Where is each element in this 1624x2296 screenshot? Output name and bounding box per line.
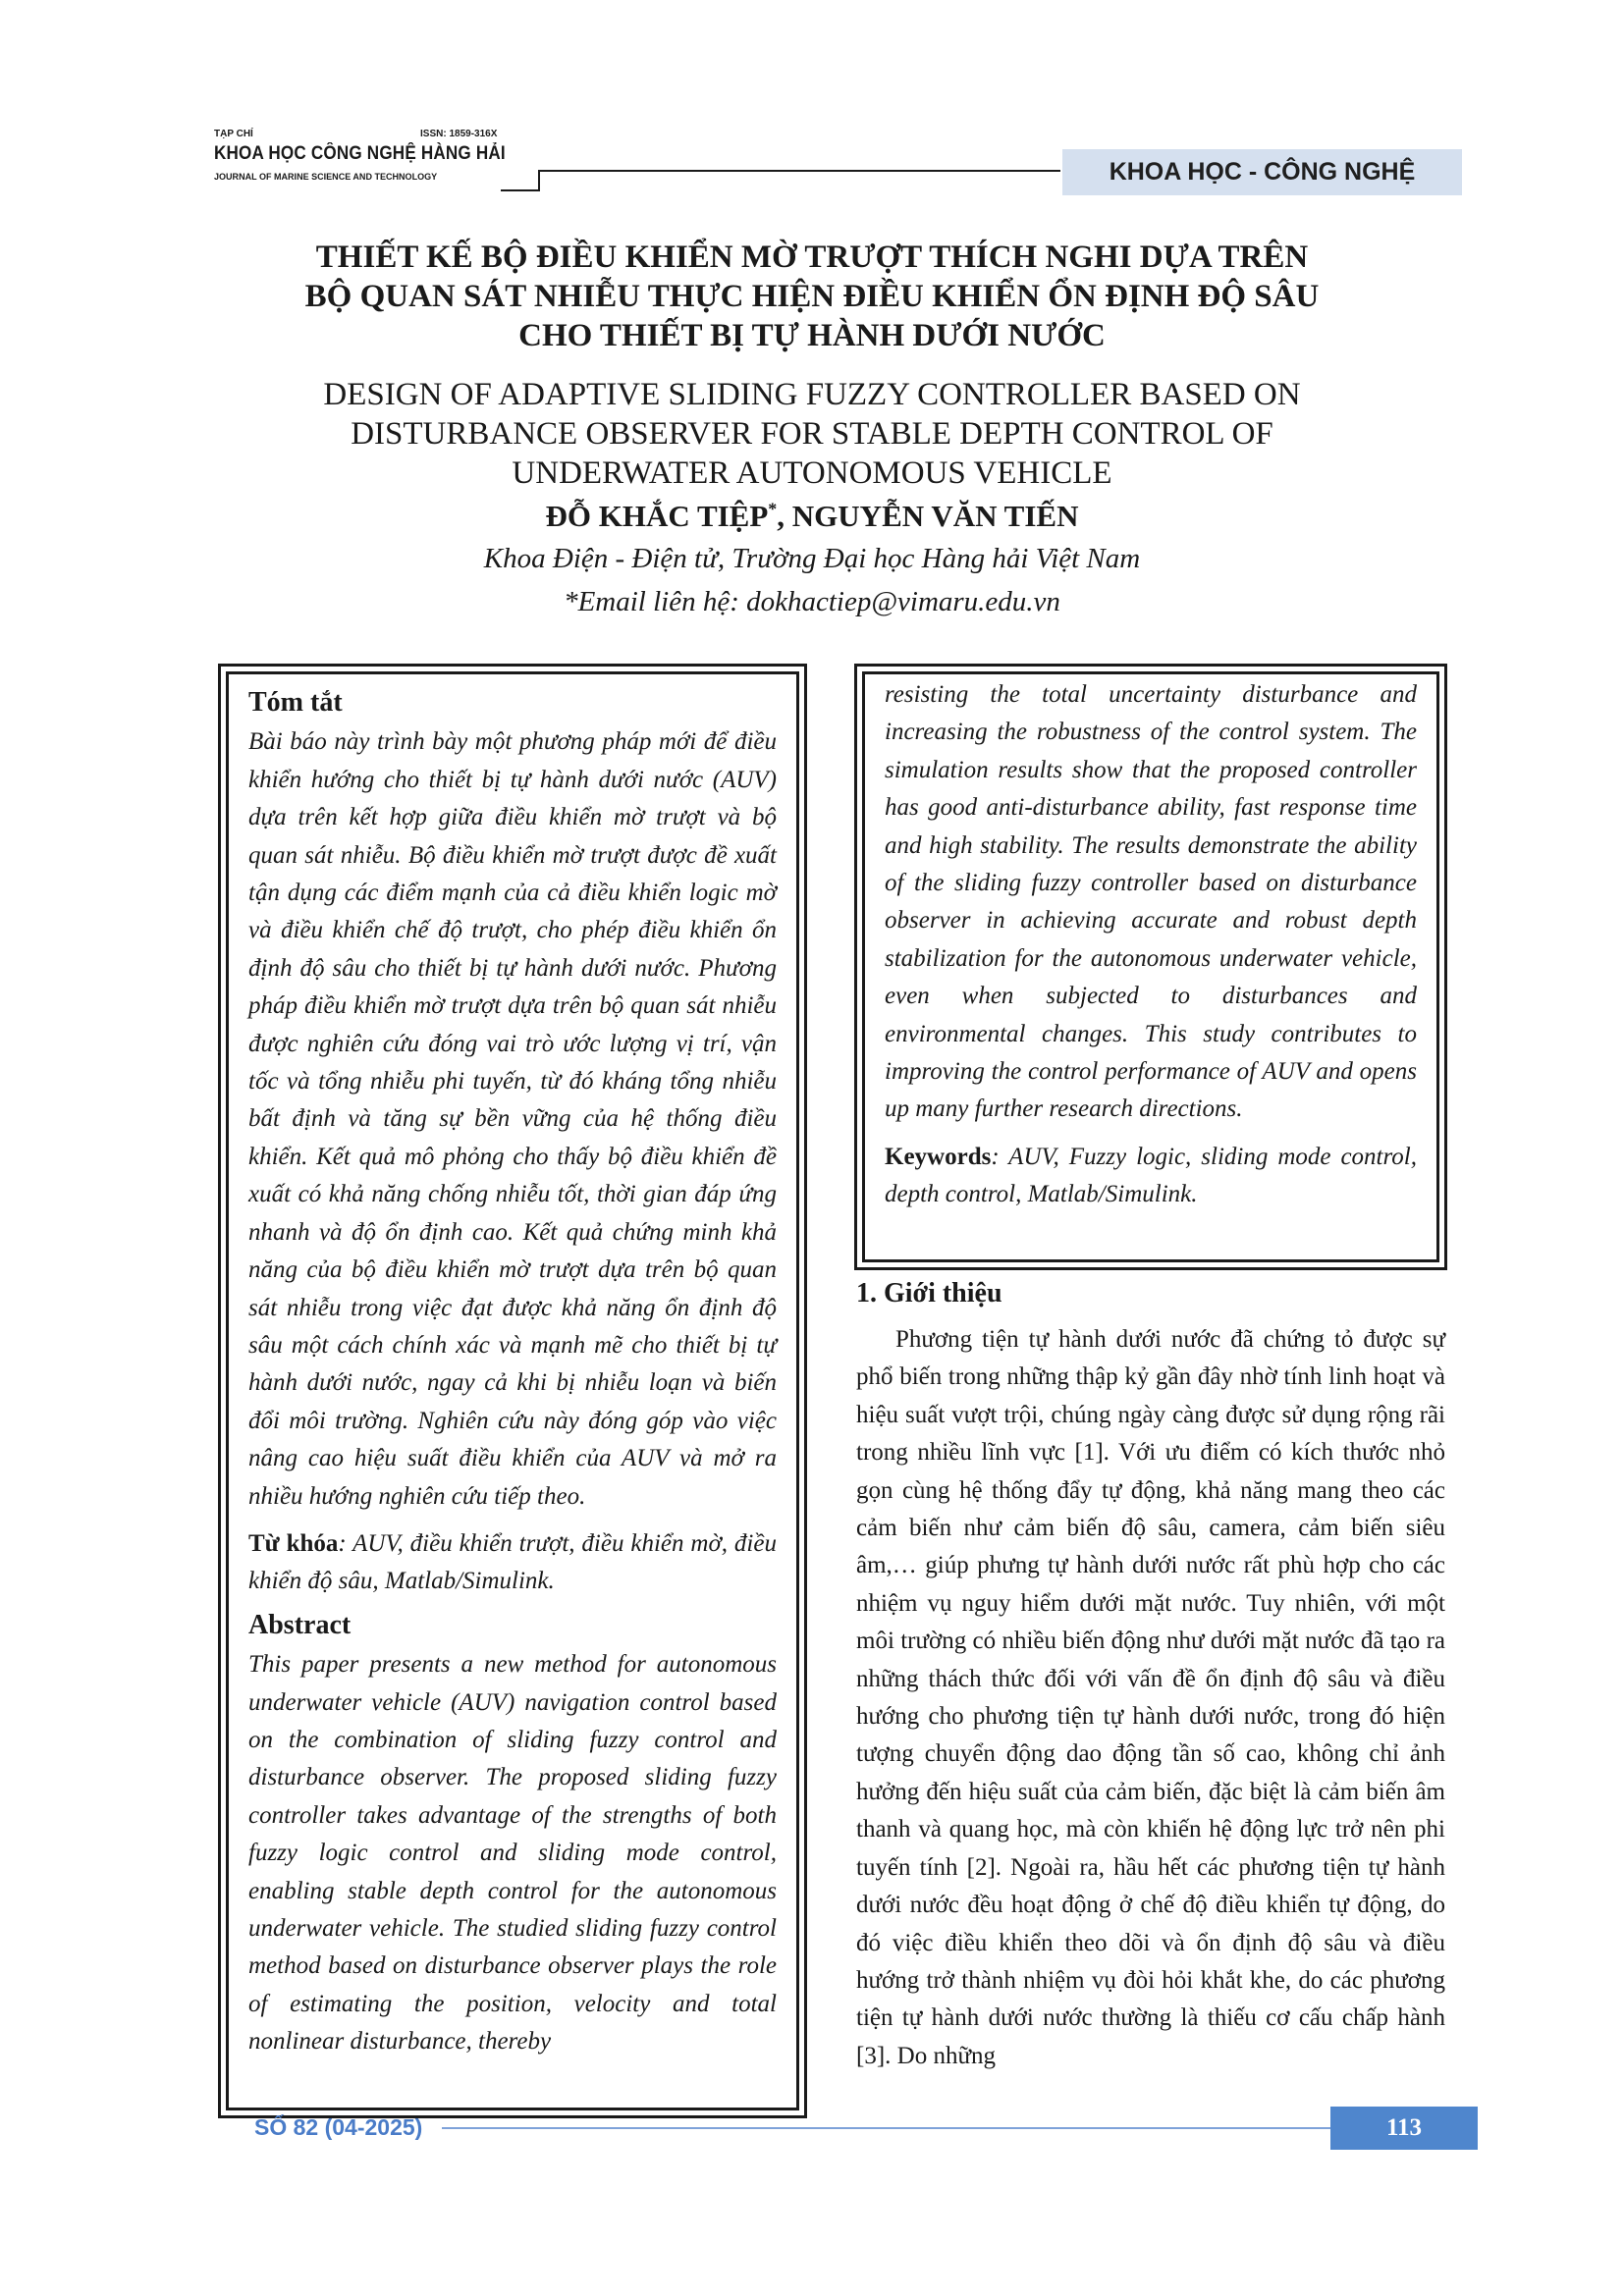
abstract-box-left [218, 664, 807, 2118]
keywords-vi [248, 1525, 777, 1601]
journal-label: TẠP CHÍ [214, 129, 253, 139]
keywords-en [885, 1139, 1417, 1214]
contact-email: *Email liên hệ: dokhactiep@vimaru.edu.vn [564, 586, 1060, 617]
author-rest: , NGUYỄN VĂN TIẾN [777, 499, 1079, 533]
abstract-box-right [854, 664, 1447, 1270]
journal-name: KHOA HỌC CÔNG NGHỆ HÀNG HẢI [214, 143, 506, 164]
intro-heading: 1. Giới thiệu [856, 1278, 1002, 1308]
title-vi-line-3: CHO THIẾT BỊ TỰ HÀNH DƯỚI NƯỚC [518, 318, 1106, 353]
author-first: ĐỖ KHẮC TIỆP [545, 499, 769, 533]
corresponding-mark: * [768, 499, 778, 519]
summary-vi-heading: Tóm tắt [248, 687, 343, 718]
title-vi-line-1: THIẾT KẾ BỘ ĐIỀU KHIỂN MỜ TRƯỢT THÍCH NGHI DỰA TRÊN [315, 240, 1309, 275]
footer-rule [442, 2127, 1330, 2129]
keywords-en-list: : AUV, Fuzzy logic, sliding mode control, depth control, Matlab/Simulink. [885, 1143, 1417, 1208]
keywords-vi-label: Từ khóa [248, 1529, 339, 1557]
keywords-vi-list: : AUV, điều khiển trượt, điều khiển mờ, điều khiển độ sâu, Matlab/Simulink. [248, 1529, 777, 1595]
title-en-line-1: DESIGN OF ADAPTIVE SLIDING FUZZY CONTROLLER BASED ON [323, 377, 1301, 412]
abstract-body-part-1: This paper presents a new method for autonomous underwater vehicle (AUV) navigation control based on the combination of sliding fuzzy control and disturbance observer. The proposed sliding fuzzy controller takes advantage of the strengths of both fuzzy logic control and sliding mode control, enabling stable depth control for the autonomous underwater vehicle. The studied sliding fuzzy control method based on disturbance observer plays the role of estimating the position, velocity and total nonlinear disturbance, thereby [248, 1651, 777, 2056]
intro-body: Phương tiện tự hành dưới nước đã chứng tỏ được sự phổ biến trong những thập kỷ gần đây nhờ tính linh hoạt và hiệu suất vượt trội, chúng ngày càng được sử dụng rộng rãi trong nhiều lĩnh vực [1]. Với ưu điểm có kích thước nhỏ gọn cùng hệ thống đẩy tự động, khả năng mang theo các cảm biến như cảm biến độ sâu, camera, cảm biến siêu âm,… giúp phưng tự hành dưới nước rất phù hợp cho các nhiệm vụ nguy hiểm dưới mặt nước. Tuy nhiên, với một môi trường có nhiều biến động như dưới mặt nước đã tạo ra những thách thức đối với vấn đề ổn định độ sâu và điều hướng cho phương tiện tự hành dưới nước, trong đó hiện tượng chuyển động dao động tần số cao, không chỉ ảnh hưởng đến hiệu suất của cảm biến, đặc biệt là cảm biến âm thanh và quang học, mà còn khiến hệ động lực trở nên phi tuyến tính [2]. Ngoài ra, hầu hết các phương tiện tự hành dưới nước đều hoạt động ở chế độ điều khiển tự động, do đó việc điều khiển theo dõi và ổn định độ sâu và điều hướng trở thành nhiệm vụ đòi hỏi khắt khe, do các phương tiện tự hành dưới nước thường là thiếu cơ cấu chấp hành [3]. Do những [856, 1326, 1445, 2069]
header-rule-tick [538, 170, 540, 189]
title-en-line-2: DISTURBANCE OBSERVER FOR STABLE DEPTH CONTROL OF [351, 416, 1273, 452]
summary-vi-section [248, 684, 777, 2061]
keywords-en-label: Keywords [885, 1143, 992, 1170]
journal-issn: ISSN: 1859-316X [420, 129, 498, 139]
issue-number: SỐ 82 (04-2025) [254, 2114, 423, 2140]
affiliation: Khoa Điện - Điện tử, Trường Đại học Hàng hải Việt Nam [483, 543, 1141, 574]
abstract-continued [885, 676, 1417, 1214]
section-badge: KHOA HỌC - CÔNG NGHỆ [1062, 149, 1462, 195]
authors [0, 499, 1624, 534]
summary-vi-body: Bài báo này trình bày một phương pháp mới để điều khiển hướng cho thiết bị tự hành dưới nước (AUV) dựa trên kết hợp giữa điều khiển mờ trượt và bộ quan sát nhiễu. Bộ điều khiển mờ trượt được đề xuất tận dụng các điểm mạnh của cả điều khiển logic mờ và điều khiển chế độ trượt, cho phép điều khiển ổn định độ sâu cho thiết bị tự hành dưới nước. Phương pháp điều khiển mờ trượt dựa trên bộ quan sát nhiễu được nghiên cứu đóng vai trò ước lượng vị trí, vận tốc và tổng nhiễu phi tuyến, từ đó kháng tổng nhiễu bất định và tăng sự bền vững của hệ thống điều khiển. Kết quả mô phỏng cho thấy bộ điều khiển đề xuất có khả năng chống nhiễu tốt, thời gian đáp ứng nhanh và độ ổn định cao. Kết quả chứng minh khả năng của bộ điều khiển mờ trượt dựa trên bộ quan sát nhiễu trong việc đạt được khả năng ổn định độ sâu một cách chính xác và mạnh mẽ cho thiết bị tự hành dưới nước, ngay cả khi bị nhiễu loạn và biến đổi môi trường. Nghiên cứu này đóng góp vào việc nâng cao hiệu suất điều khiển của AUV và mở ra nhiều hướng nghiên cứu tiếp theo. [248, 728, 777, 1510]
header-rule-short [501, 189, 540, 191]
header-rule [538, 170, 1060, 172]
title-vi-line-2: BỘ QUAN SÁT NHIỄU THỰC HIỆN ĐIỀU KHIỂN ỔN ĐỊNH ĐỘ SÂU [304, 279, 1320, 314]
abstract-body-part-2: resisting the total uncertainty disturbance and increasing the robustness of the control system. The simulation results show that the proposed controller has good anti-disturbance ability, fast response time and high stability. The results demonstrate the ability of the sliding fuzzy controller based on disturbance observer in achieving accurate and robust depth stabilization for the autonomous underwater vehicle, even when subjected to disturbances and environmental changes. This study contributes to improving the control performance of AUV and opens up many further research directions. [885, 681, 1417, 1123]
page-number: 113 [1330, 2107, 1478, 2150]
abstract-heading: Abstract [248, 1609, 352, 1640]
title-en-line-3: UNDERWATER AUTONOMOUS VEHICLE [512, 455, 1112, 491]
journal-name-en: JOURNAL OF MARINE SCIENCE AND TECHNOLOGY [214, 172, 438, 183]
